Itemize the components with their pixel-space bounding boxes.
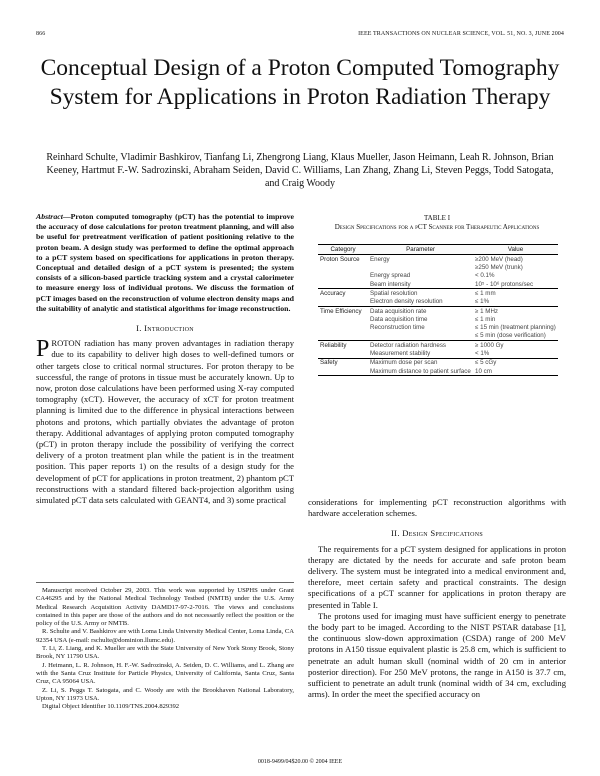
table-cell-param: Detector radiation hardness bbox=[368, 341, 473, 350]
table-header-row bbox=[318, 245, 558, 255]
section-heading-introduction: I. Introduction bbox=[136, 323, 194, 334]
table-cell-value: 10 cm bbox=[473, 367, 558, 376]
table-cell-cat: Proton Source bbox=[320, 255, 360, 263]
table-cell-param: Beam intensity bbox=[370, 280, 411, 288]
design-paragraph-1: The requirements for a pCT system designed for applications in proton therapy are dictated by the needs for accurate and safe proton beam delivery. The system must be integrated into a medical environment and, therefore, meet certain safety and practical constraints. The design specifications of a pCT scanner for applications in proton therapy are presented in Table I. bbox=[308, 543, 566, 610]
table-caption: Design Specifications for a pCT Scanner for Therapeutic Applications bbox=[334, 222, 540, 231]
paper-title: Conceptual Design of a Proton Computed Tomography System for Applications in Proton Radiation Therapy bbox=[40, 55, 560, 110]
table-cell-cat bbox=[318, 280, 368, 289]
table-cell-param: Spatial resolution bbox=[368, 289, 473, 298]
table-cell-param: Energy spread bbox=[370, 272, 411, 280]
column-header: Parameter bbox=[368, 245, 473, 255]
table-cell-value: ≤ 15 min (treatment planning) bbox=[475, 324, 556, 332]
intro-text: radiation has many proven advantages in radiation therapy due to its capability to deliver high doses to well-defined tumors or other targets close to critical normal structures. For proton therapy to be successful, the range of protons in tissue must be accurately known. Up to now, proton dose calculations have been performed using X-ray computed tomography (xCT). However, the accuracy of xCT for proton treatment planning is limited due to the difference in physical interactions between photons and protons, which partially obviates the advantage of proton therapy. Additional advantages of applying proton computed tomography (pCT) in proton therapy include the possibility of verifying the correct delivery of a proton treatment plan while the patient is in the treatment position. This paper reports 1) on the results of a design study for the development of pCT for applications in proton treatment, 2) phantom pCT reconstructions with a standard filtered back-projection algorithm using simulated pCT data sets calculated with GEANT4, and 3) some practical bbox=[36, 338, 294, 506]
table-cell-param: Maximum dose per scan bbox=[368, 358, 473, 367]
design-spec-table-wrap bbox=[318, 244, 558, 376]
table-cell-value: ≥ 1 MHz bbox=[473, 307, 558, 316]
table-cell-param: Data acquisition time bbox=[370, 315, 428, 323]
table-row bbox=[318, 315, 558, 323]
table-cell-param: Electron density resolution bbox=[370, 298, 443, 306]
table-cell-value: ≥250 MeV (trunk) bbox=[475, 264, 523, 272]
table-row bbox=[318, 332, 558, 341]
footnote: Z. Li, S. Peggs T. Satogata, and C. Woody are with the Brookhaven National Laboratory, Upton, NY 11973 USA. bbox=[36, 686, 294, 702]
table-cell-cat bbox=[318, 298, 368, 307]
page-number: 866 bbox=[36, 31, 46, 37]
copyright-footer: 0018-9499/04$20.00 © 2004 IEEE bbox=[257, 759, 343, 765]
intro-paragraph bbox=[36, 338, 294, 506]
abstract-label: Abstract— bbox=[36, 212, 71, 221]
footnotes bbox=[36, 582, 294, 711]
table-row bbox=[318, 324, 558, 332]
table-cell-cat bbox=[318, 264, 368, 272]
table-cell-param: Data acquisition rate bbox=[368, 307, 473, 316]
table-cell-value: ≥200 MeV (head) bbox=[475, 255, 523, 263]
table-label: TABLE I bbox=[423, 214, 451, 222]
table-row bbox=[318, 298, 558, 307]
footnote: Digital Object Identifier 10.1109/TNS.2004.829392 bbox=[42, 703, 180, 711]
author-list: Reinhard Schulte, Vladimir Bashkirov, Tianfang Li, Zhengrong Liang, Klaus Mueller, Jason Heimann, Leah R. Johnson, Brian Keeney, Hartmut F.-W. Sadrozinski, Abraham Seiden, David C. Williams, Lan Zhang, Zhang Li, Steven Peggs, Todd Satogata, and Craig Woody bbox=[46, 152, 554, 189]
table-cell-value: ≤ 1 mm bbox=[473, 289, 558, 298]
left-column bbox=[36, 212, 294, 506]
table-row bbox=[318, 255, 558, 264]
drop-cap: P bbox=[36, 336, 50, 363]
table-row bbox=[318, 280, 558, 289]
table-cell-value: < 0.1% bbox=[475, 272, 495, 280]
table-row bbox=[318, 272, 558, 280]
design-spec-table bbox=[318, 244, 558, 376]
table-row bbox=[318, 341, 558, 350]
abstract-text: Proton computed tomography (pCT) has the potential to improve the accuracy of dose calculations for proton treatment planning, and will also be useful for pretreatment verification of patient positioning relative to the proton beam. A design study was performed to define the optimal approach to a pCT system based on specifications for applications in proton therapy. Conceptual and detailed design of a pCT system is presented; the system consists of a silicon-based particle tracking system and a crystal calorimeter to measure energy loss of individual protons. We discuss the formation of pCT images based on the reconstruction of volume electron density maps and the suitability of analytic and statistical algorithms for image reconstruction. bbox=[36, 212, 294, 313]
abstract bbox=[36, 212, 294, 314]
table-cell-value: ≤ 1 min bbox=[475, 315, 496, 323]
table-row bbox=[318, 367, 558, 376]
intro-lead-word: ROTON bbox=[51, 338, 81, 349]
table-cell-param: Energy bbox=[370, 255, 390, 263]
table-cell-cat: Safety bbox=[318, 358, 368, 367]
column-header: Category bbox=[318, 245, 368, 255]
footnote: Manuscript received October 29, 2003. This work was supported by USPHS under Grant CA46295 and by the National Medical Technology Testbed (NMTB) under the U.S. Army Medical Research Acquisition Activity DAMD17-97-2-7016. The views and conclusions contained in this paper are those of the authors and do not necessarily reflect the position or the policy of the U.S. Army or NMTB. bbox=[36, 587, 294, 628]
table-row bbox=[318, 358, 558, 367]
table-row bbox=[318, 307, 558, 316]
table-cell-value: ≤ 5 min (dose verification) bbox=[475, 332, 546, 340]
table-cell-value: ≤ 1% bbox=[475, 298, 490, 306]
table-cell-value: < 1% bbox=[475, 350, 490, 358]
table-cell-value: ≤ 5 cGy bbox=[473, 358, 558, 367]
table-cell-param: Reconstruction time bbox=[370, 324, 425, 332]
journal-header: IEEE TRANSACTIONS ON NUCLEAR SCIENCE, VOL. 51, NO. 3, JUNE 2004 bbox=[358, 31, 564, 37]
table-cell-cat bbox=[318, 332, 368, 341]
table-cell-param bbox=[368, 264, 473, 272]
section-heading-design-specifications: II. Design Specifications bbox=[391, 528, 483, 539]
right-column-text bbox=[308, 497, 566, 700]
table-cell-param: Measurement stability bbox=[370, 350, 431, 358]
column-header: Value bbox=[473, 245, 558, 255]
table-cell-cat bbox=[318, 272, 368, 280]
table-cell-cat bbox=[318, 350, 368, 359]
table-cell-cat: Time Efficiency bbox=[318, 307, 368, 316]
footnote: R. Schulte and V. Bashkirov are with Loma Linda University Medical Center, Loma Linda, CA 92354 USA (e-mail: rschulte@dominion.llumc.edu). bbox=[36, 628, 294, 644]
table-cell-cat bbox=[318, 315, 368, 323]
table-caption-block bbox=[308, 214, 566, 232]
table-row bbox=[318, 264, 558, 272]
table-body bbox=[318, 255, 558, 376]
table-cell-cat: Reliability bbox=[318, 341, 368, 350]
footnote: J. Heimann, L. R. Johnson, H. F.-W. Sadrozinski, A. Seiden, D. C. Williams, and L. Zhang are with the Santa Cruz Institute for Particle Physics, University of California, Santa Cruz, Santa Cruz, CA 95064 USA. bbox=[36, 661, 294, 686]
table-cell-cat bbox=[318, 367, 368, 376]
table-cell-value: 10⁵ - 10⁶ protons/sec bbox=[475, 280, 534, 288]
table-cell-value: ≥ 1000 Gy bbox=[473, 341, 558, 350]
footnote: T. Li, Z. Liang, and K. Mueller are with the State University of New York Stony Brook, Stony Brook, NY 11790 USA. bbox=[36, 645, 294, 661]
table-cell-param bbox=[368, 332, 473, 341]
design-paragraph-2: The protons used for imaging must have sufficient energy to penetrate the body part to be imaged. According to the NIST PSTAR database [1], the continuous slow-down approximation (CSDA) range of 200 MeV protons in A150 tissue equivalent plastic is 25.8 cm, which is sufficient to penetrate an adult human skull (nominal width of 20 cm in anterior posterior direction). For 250 MeV protons, the range in A150 is 37.7 cm, sufficient to penetrate an adult trunk (nominal width of 34 cm, excluding arms). In order the meet the specified accuracy on bbox=[308, 610, 566, 700]
table-row bbox=[318, 289, 558, 298]
table-cell-cat: Accuracy bbox=[318, 289, 368, 298]
table-cell-param: Maximum distance to patient surface bbox=[368, 367, 473, 376]
table-cell-cat bbox=[318, 324, 368, 332]
intro-continuation: considerations for implementing pCT reconstruction algorithms with hardware acceleration schemes. bbox=[308, 497, 566, 519]
table-row bbox=[318, 350, 558, 359]
